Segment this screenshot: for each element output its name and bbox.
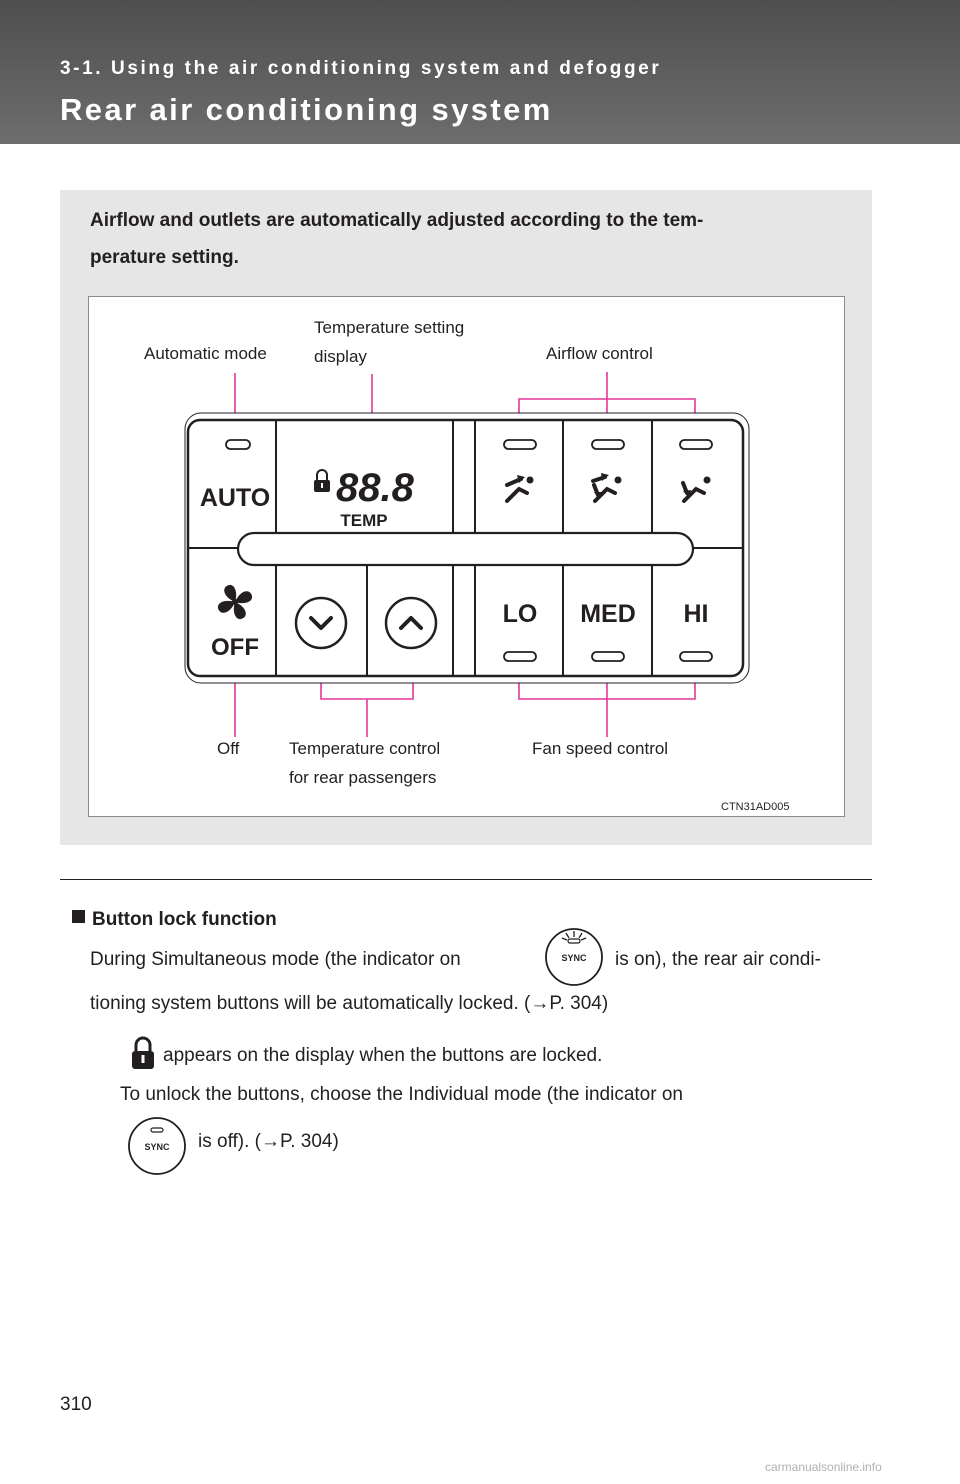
temp-up-circle bbox=[386, 598, 436, 648]
lock-text-line-5: is off). (→P. 304) bbox=[198, 1131, 339, 1152]
fan-hi-button[interactable] bbox=[684, 600, 709, 628]
auto-button-label: AUTO bbox=[199, 484, 271, 512]
control-panel-figure bbox=[88, 296, 845, 817]
sync-on-label: SYNC bbox=[561, 953, 587, 963]
intro-line-2: perature setting. bbox=[90, 247, 239, 268]
fan-lo-label: LO bbox=[502, 600, 538, 628]
sync-off-icon bbox=[125, 1114, 189, 1183]
panel-center-bar bbox=[238, 533, 693, 565]
lock-text-line-1b: is on), the rear air condi- bbox=[615, 949, 821, 970]
fan-med-label: MED bbox=[580, 600, 636, 628]
intro-line-1: Airflow and outlets are automatically adjusted according to the tem- bbox=[90, 210, 704, 231]
lock-text-line-1a: During Simultaneous mode (the indicator on bbox=[90, 949, 461, 970]
bullet-square-icon bbox=[72, 910, 85, 923]
lock-text-line-4: To unlock the buttons, choose the Individual mode (the indicator on bbox=[120, 1084, 683, 1105]
callout-off: Off bbox=[217, 739, 240, 758]
auto-button[interactable] bbox=[200, 484, 270, 512]
fan-lo-button[interactable] bbox=[503, 600, 538, 628]
lock-text-line-2: tioning system buttons will be automatically locked. (→P. 304) bbox=[90, 993, 609, 1014]
page-title: Rear air conditioning system bbox=[60, 92, 553, 127]
callout-airflow-control: Airflow control bbox=[546, 344, 653, 363]
callout-temp-control-line-2: for rear passengers bbox=[289, 768, 437, 787]
callout-automatic-mode: Automatic mode bbox=[144, 344, 267, 363]
display-digits: 88.8 bbox=[336, 466, 414, 510]
temp-up-button[interactable] bbox=[386, 598, 436, 648]
callout-temp-display-line-2: display bbox=[314, 347, 367, 366]
intro-text bbox=[90, 202, 860, 276]
figure-code: CTN31AD005 bbox=[721, 801, 790, 813]
temp-down-circle bbox=[296, 598, 346, 648]
sync-on-icon bbox=[544, 925, 608, 994]
section-title: 3-1. Using the air conditioning system and defogger bbox=[60, 58, 662, 79]
fan-med-button[interactable] bbox=[580, 600, 636, 628]
lock-icon bbox=[131, 1036, 155, 1075]
fan-hi-label: HI bbox=[683, 600, 709, 628]
callout-temp-display-line-1: Temperature setting bbox=[314, 318, 465, 337]
callout-temp-control-line-1: Temperature control bbox=[289, 739, 441, 758]
lock-function-heading: Button lock function bbox=[92, 909, 277, 930]
off-button-label: OFF bbox=[211, 634, 259, 661]
temp-down-button[interactable] bbox=[296, 598, 346, 648]
sync-off-label: SYNC bbox=[144, 1142, 170, 1152]
callout-fan-speed-control: Fan speed control bbox=[532, 739, 669, 758]
page-number: 310 bbox=[60, 1394, 92, 1415]
lock-text-line-3: appears on the display when the buttons are locked. bbox=[163, 1045, 603, 1066]
section-divider bbox=[60, 879, 872, 880]
watermark: carmanualsonline.info bbox=[765, 1460, 882, 1474]
page-header bbox=[0, 0, 960, 144]
temp-label: TEMP bbox=[340, 511, 388, 530]
